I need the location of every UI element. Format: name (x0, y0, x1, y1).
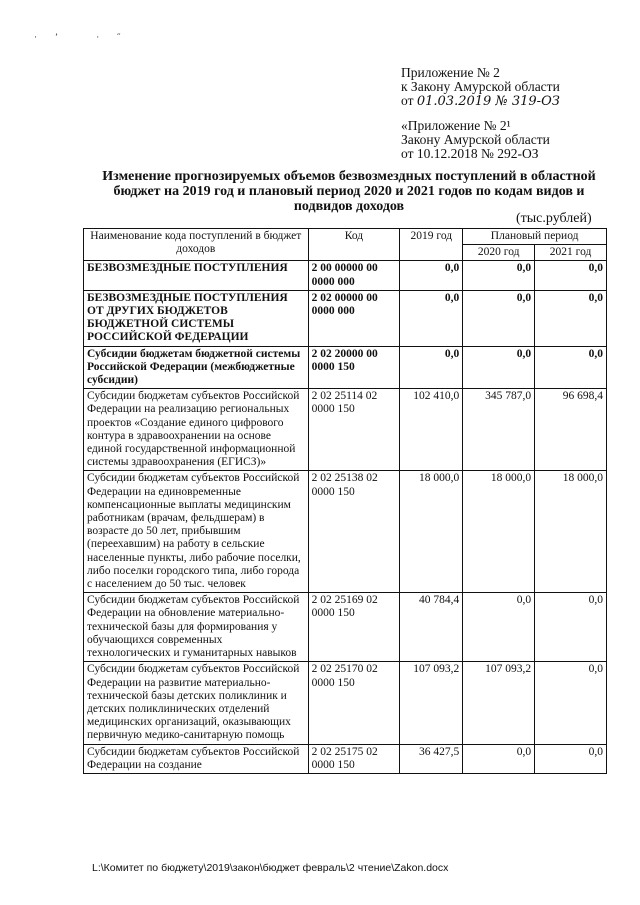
cell-2021: 0,0 (535, 662, 607, 744)
cell-2020: 0,0 (463, 346, 535, 389)
cell-code: 2 02 25169 02 0000 150 (308, 593, 400, 662)
file-path-footer: L:\Комитет по бюджету\2019\закон\бюджет февраль\2 чтение\Zakon.docx (92, 862, 449, 874)
cell-name: Субсидии бюджетам бюджетной системы Российской Федерации (межбюджетные субсидии) (84, 346, 309, 389)
cell-2020: 0,0 (463, 593, 535, 662)
cell-code: 2 02 25175 02 0000 150 (308, 744, 400, 773)
cell-code: 2 02 25170 02 0000 150 (308, 662, 400, 744)
cell-2021: 0,0 (535, 744, 607, 773)
cell-name: Субсидии бюджетам субъектов Российской Федерации на единовременные компенсационные выплаты медицинским работникам (врачам, фельдшерам) в возрасте до 50 лет, прибывшим (переехавшим) на работу в сельские населенные пункты, либо рабочие поселки, либо поселки городского типа, либо города с населением до 50 тыс. человек (84, 471, 309, 593)
table-row (84, 471, 607, 593)
cell-2021: 18 000,0 (535, 471, 607, 593)
cell-2020: 18 000,0 (463, 471, 535, 593)
cell-code: 2 02 25138 02 0000 150 (308, 471, 400, 593)
cell-2021: 0,0 (535, 346, 607, 389)
cell-name: Субсидии бюджетам субъектов Российской Федерации на реализацию региональных проектов «Создание единого цифрового контура в здравоохранении на основе единой государственной информационной системы здравоохранения (ЕГИСЗ)» (84, 389, 309, 471)
table-row (84, 593, 607, 662)
cell-2019: 0,0 (400, 346, 463, 389)
cell-2020: 0,0 (463, 261, 535, 290)
original-appendix-law: Закону Амурской области (401, 132, 550, 147)
original-appendix-date: от 10.12.2018 № 292-ОЗ (401, 146, 539, 161)
cell-name: Субсидии бюджетам субъектов Российской Федерации на развитие материально-технической базы детских поликлиник и детских поликлинических отделений медицинских организаций, оказывающих первичную медико-санитарную помощь (84, 662, 309, 744)
cell-2020: 345 787,0 (463, 389, 535, 471)
header-2019: 2019 год (400, 229, 463, 261)
cell-2019: 18 000,0 (400, 471, 463, 593)
original-appendix-header (401, 119, 550, 161)
cell-2020: 0,0 (463, 290, 535, 346)
appendix-date: от 01.03.2019 № 319-ОЗ (401, 93, 560, 109)
cell-2019: 0,0 (400, 261, 463, 290)
handwritten-date: 01.03.2019 № 319-ОЗ (416, 94, 560, 109)
appendix-number: Приложение № 2 (401, 65, 500, 80)
table-row (84, 744, 607, 773)
table-row (84, 662, 607, 744)
header-2021: 2021 год (535, 245, 607, 261)
cell-2019: 107 093,2 (400, 662, 463, 744)
cell-name: Субсидии бюджетам субъектов Российской Федерации на обновление материально-технической базы для формирования у обучающихся современных технологических и гуманитарных навыков (84, 593, 309, 662)
table-row (84, 290, 607, 346)
cell-2020: 107 093,2 (463, 662, 535, 744)
cell-code: 2 02 20000 00 0000 150 (308, 346, 400, 389)
cell-2019: 0,0 (400, 290, 463, 346)
cell-2021: 0,0 (535, 261, 607, 290)
cell-2021: 0,0 (535, 593, 607, 662)
cell-name: БЕЗВОЗМЕЗДНЫЕ ПОСТУПЛЕНИЯ (84, 261, 309, 290)
original-appendix-number: «Приложение № 2¹ (401, 118, 511, 133)
table-row (84, 261, 607, 290)
units-label: (тыс.рублей) (516, 211, 592, 226)
cell-2019: 102 410,0 (400, 389, 463, 471)
cell-name: Субсидии бюджетам субъектов Российской Федерации на создание (84, 744, 309, 773)
cell-2019: 40 784,4 (400, 593, 463, 662)
cell-code: 2 02 00000 00 0000 000 (308, 290, 400, 346)
header-name: Наименование кода поступлений в бюджет доходов (84, 229, 309, 261)
appendix-header (401, 66, 560, 109)
cell-name: БЕЗВОЗМЕЗДНЫЕ ПОСТУПЛЕНИЯ ОТ ДРУГИХ БЮДЖЕТОВ БЮДЖЕТНОЙ СИСТЕМЫ РОССИЙСКОЙ ФЕДЕРАЦИИ (84, 290, 309, 346)
cell-2019: 36 427,5 (400, 744, 463, 773)
table-row (84, 346, 607, 389)
header-plan: Плановый период (463, 229, 607, 245)
cell-code: 2 02 25114 02 0000 150 (308, 389, 400, 471)
document-title: Изменение прогнозируемых объемов безвозмездных поступлений в областной бюджет на 2019 год и плановый период 2020 и 2021 годов по кодам видов и подвидов доходов (102, 169, 596, 214)
header-2020: 2020 год (463, 245, 535, 261)
cell-2021: 96 698,4 (535, 389, 607, 471)
table-header-row (84, 229, 607, 245)
table-row (84, 389, 607, 471)
cell-2021: 0,0 (535, 290, 607, 346)
scan-marks: ·ʼ ·˝ (34, 32, 139, 42)
cell-2020: 0,0 (463, 744, 535, 773)
cell-code: 2 00 00000 00 0000 000 (308, 261, 400, 290)
appendix-law: к Закону Амурской области (401, 79, 560, 94)
header-code: Код (308, 229, 400, 261)
revenue-table (83, 228, 607, 774)
